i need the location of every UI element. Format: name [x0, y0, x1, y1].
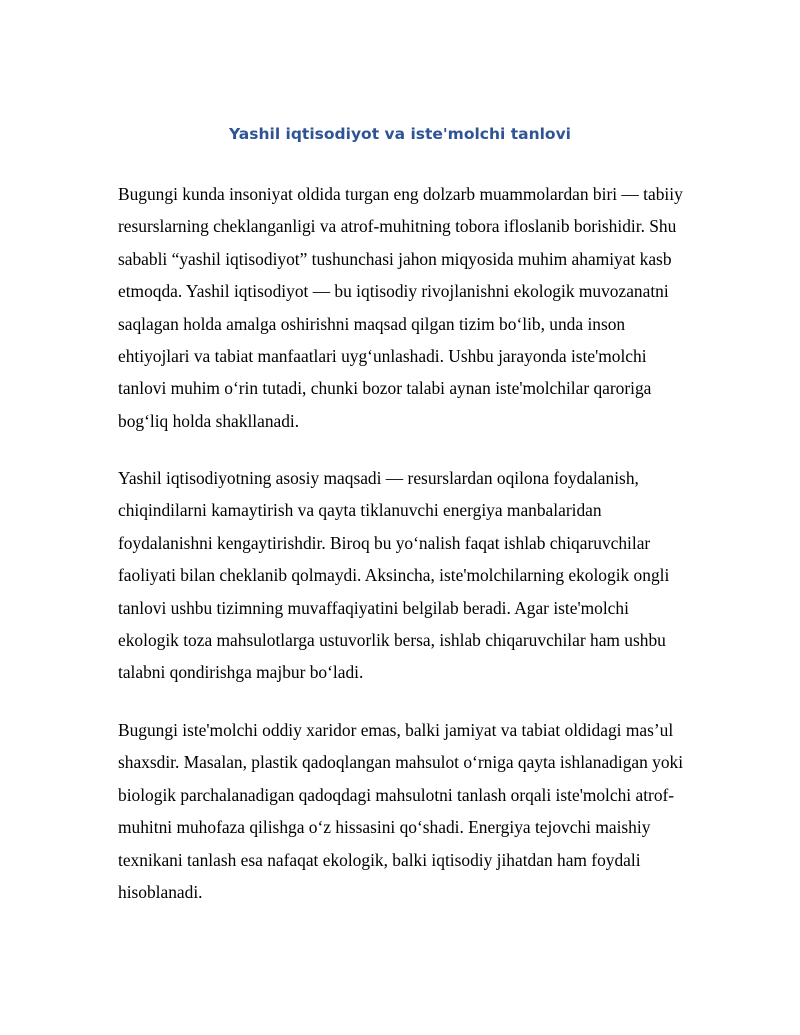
paragraph-3: Bugungi iste'molchi oddiy xaridor emas, balki jamiyat va tabiat oldidagi mas’ul shaxsdir. Masalan, plastik qadoqlangan mahsulot oʻrniga qayta ishlanadigan yoki biologik parchalanadigan qadoqdagi mahsulotni tanlash orqali iste'molchi atrof-muhitni muhofaza qilishga oʻz hissasini qoʻshadi. Energiya tejovchi maishiy texnikani tanlash esa nafaqat ekologik, balki iqtisodiy jihatdan ham foydali hisoblanadi. [118, 720, 684, 903]
paragraph-1: Bugungi kunda insoniyat oldida turgan eng dolzarb muammolardan biri — tabiiy resurslarning cheklanganligi va atrof-muhitning tobora ifloslanib borishidir. Shu sababli “yashil iqtisodiyot” tushunchasi jahon miqyosida muhim ahamiyat kasb etmoqda. Yashil iqtisodiyot — bu iqtisodiy rivojlanishni ekologik muvozanatni saqlagan holda amalga oshirishni maqsad qilgan tizim boʻlib, unda inson ehtiyojlari va tabiat manfaatlari uygʻunlashadi. Ushbu jarayonda iste'molchi tanlovi muhim oʻrin tutadi, chunki bozor talabi aynan iste'molchilar qaroriga bogʻliq holda shakllanadi. [118, 184, 683, 431]
paragraph-2: Yashil iqtisodiyotning asosiy maqsadi — resurslardan oqilona foydalanish, chiqindilarni kamaytirish va qayta tiklanuvchi energiya manbalaridan foydalanishni kengaytirishdir. Biroq bu yoʻnalish faqat ishlab chiqaruvchilar faoliyati bilan cheklanib qolmaydi. Aksincha, iste'molchilarning ekologik ongli tanlovi ushbu tizimning muvaffaqiyatini belgilab beradi. Agar iste'molchi ekologik toza mahsulotlarga ustuvorlik bersa, ishlab chiqaruvchilar ham ushbu talabni qondirishga majbur boʻladi. [118, 468, 670, 683]
document-title: Yashil iqtisodiyot va iste'molchi tanlovi [228, 125, 571, 143]
